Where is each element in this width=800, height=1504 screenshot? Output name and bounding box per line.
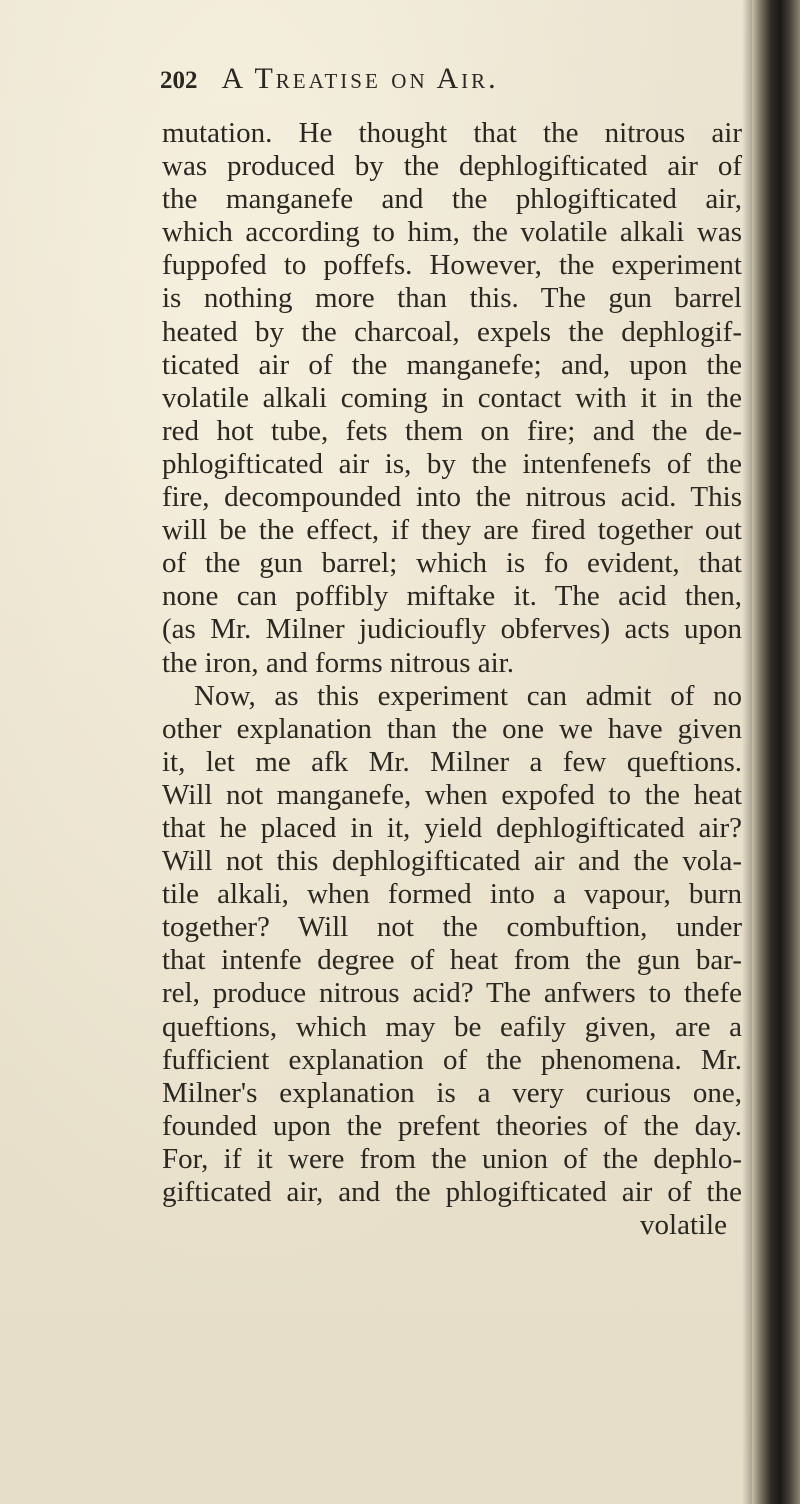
text-line: the iron, and forms nitrous air.: [162, 646, 514, 679]
text-line: will be the effect, if they are fired together out: [162, 514, 742, 547]
text-line: it, let me afk Mr. Milner a few queftions.: [162, 745, 742, 778]
text-line: fire, decompounded into the nitrous acid. This: [162, 481, 742, 514]
text-line: of the gun barrel; which is fo evident, that: [162, 547, 742, 580]
text-line: tile alkali, when formed into a vapour, burn: [162, 878, 742, 911]
text-line: For, if it were from the union of the dephlo-: [162, 1142, 742, 1175]
text-line: Will not manganefe, when expofed to the heat: [162, 778, 742, 811]
text-line: rel, produce nitrous acid? The anfwers to thefe: [162, 977, 742, 1010]
page-number: 202: [160, 67, 198, 94]
catchword: volatile: [640, 1209, 727, 1242]
text-line: that he placed in it, yield dephlogifticated air?: [162, 811, 742, 844]
text-line: other explanation than the one we have given: [162, 712, 742, 745]
text-line: gifticated air, and the phlogifticated air of the: [162, 1176, 742, 1208]
text-line: Now, as this experiment can admit of no: [194, 679, 742, 712]
paragraph: [162, 117, 742, 680]
text-line: phlogifticated air is, by the intenfenefs of the: [162, 447, 742, 480]
text-line: Milner's explanation is a very curious one,: [162, 1076, 742, 1109]
text-line: is nothing more than this. The gun barrel: [162, 282, 742, 315]
text-line: (as Mr. Milner judicioufly obferves) acts upon: [162, 613, 742, 646]
text-line: the manganefe and the phlogifticated air,: [162, 183, 742, 216]
text-line: heated by the charcoal, expels the dephlogif-: [162, 315, 742, 348]
text-line: queftions, which may be eafily given, are a: [162, 1010, 742, 1043]
page-header: [160, 62, 760, 102]
text-line: mutation. He thought that the nitrous air: [162, 117, 742, 149]
text-line: founded upon the prefent theories of the day.: [162, 1109, 742, 1142]
text-line: volatile alkali coming in contact with it in the: [162, 381, 742, 414]
text-line: together? Will not the combuftion, under: [162, 911, 742, 944]
text-line: fuppofed to poffefs. However, the experiment: [162, 249, 742, 282]
paragraphs: [162, 117, 742, 1209]
gutter-shadow: [742, 0, 752, 1504]
text-line: none can poffibly miftake it. The acid then,: [162, 580, 742, 613]
body-text: [162, 117, 742, 1242]
paragraph: [162, 680, 742, 1210]
text-line: ticated air of the manganefe; and, upon the: [162, 348, 742, 381]
text-line: was produced by the dephlogifticated air of: [162, 150, 742, 183]
book-binding-gutter: [752, 0, 800, 1504]
text-line: Will not this dephlogifticated air and the vola-: [162, 845, 742, 878]
text-line: which according to him, the volatile alkali was: [162, 216, 742, 249]
text-line: that intenfe degree of heat from the gun bar-: [162, 944, 742, 977]
text-line: red hot tube, fets them on fire; and the de-: [162, 414, 742, 447]
text-line: fufficient explanation of the phenomena. Mr.: [162, 1043, 742, 1076]
running-head: A Treatise on Air.: [221, 62, 499, 95]
